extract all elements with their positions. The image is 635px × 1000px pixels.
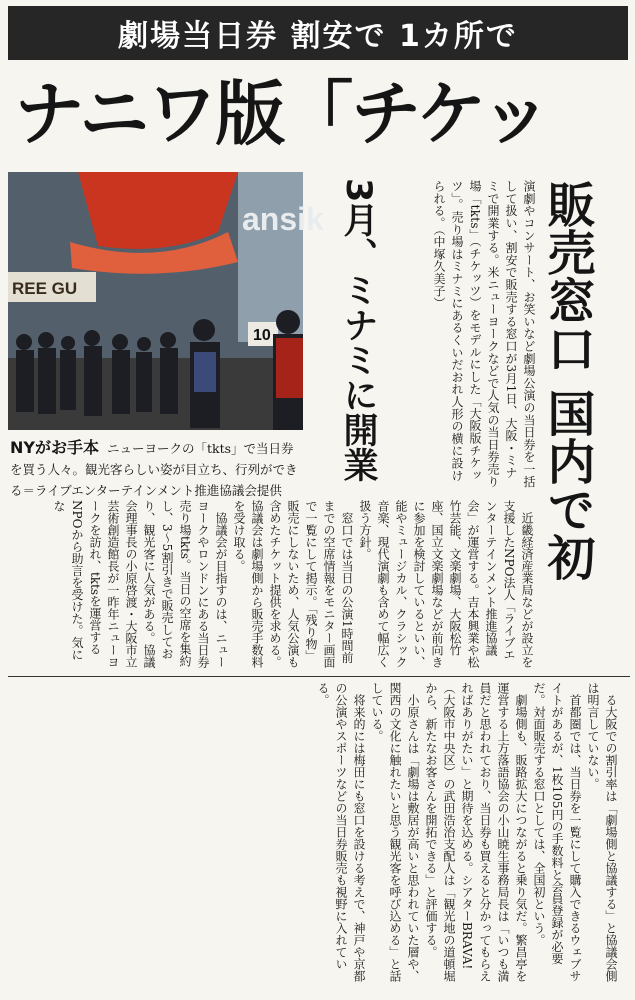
- caption-text: ニューヨークの「tkts」で当日券を買う人々。観光客らしい姿が目立ち、行列ができる＝ライブエンターテインメント推進協議会提供: [10, 441, 298, 498]
- paragraph: 近畿経済産業局などが設立を支援したNPO法人「ライブエンターテインメント推進協議会」が運営する。吉本興業や松竹芸能、文楽劇場、大阪松竹座、国立文楽劇場などが前向きに参加を検討しているといい、能やミュージカル、クラシック音楽、現代演劇も含めて幅広く扱う方針。: [358, 500, 534, 668]
- paragraph: 協議会が目指すのは、ニューヨークやロンドンにある当日券売り場tkts。当日の空席を集約し、3〜5割引きで販売しており、観光客に人気がある。協議会理事長の小原啓渡・大阪市立芸術創造館長が一昨年ニューヨークを訪れ、tktsを運営するNPOから助言を受けた。気にな: [52, 500, 228, 668]
- news-photo: [8, 172, 324, 430]
- paragraph: る大阪での割引率は「劇場側と協議する」と協議会側は明言していない。: [586, 682, 618, 982]
- lede-paragraph: 演劇やコンサート、お笑いなど劇場公演の当日券を一括して扱い、割安で販売する窓口が3月1日、大阪・ミナミで開業する。米ニューヨークなどで人気の当日券売り場「tkts」（チケッツ）をモデルにした「大阪版チケッツ」。売り場はミナミにあるくいだおれ人形の横に設けられる。（中塚久美子）: [432, 180, 536, 488]
- main-headline: ナニワ版「チケッ: [14, 73, 549, 155]
- paragraph: 将来的には梅田にも窓口を設ける考えで、神戸や京都の公演やスポーツなどの当日券販売も視野に入れている。: [316, 682, 366, 982]
- photo-illustration: [8, 172, 324, 430]
- subheadline: 3月、ミナミに開業: [338, 178, 378, 483]
- article-body-bottom: [20, 682, 620, 982]
- booth-number: 10: [253, 327, 271, 344]
- paragraph: 窓口では当日の公演1時間前までの空席情報をモニター画面で一覧にして掲示。「残り物」販売にしないため、人気公演も含めたチケット提供を求める。協議会は劇場側から販売手数料を受け取る。: [232, 500, 354, 668]
- paragraph: 小原さんは「劇場は敷居が高いと思われていた層や、関西の文化に触れたいと思う観光客を呼び込める」と話している。: [370, 682, 420, 982]
- paragraph: 首都圏では、当日券を一覧にして購入できるウェブサイトがあるが、1枚105円の手数料と会員登録が必要だ。対面販売する窓口としては、全国初という。: [532, 682, 582, 982]
- section-divider: [8, 676, 630, 677]
- big-headline: 販売窓口 国内で初: [539, 180, 595, 581]
- caption-tag: NYがお手本: [10, 438, 99, 457]
- article-body-top: [16, 500, 536, 668]
- wall-sign: ansik: [242, 201, 324, 237]
- banner-headline: 劇場当日券 割安で 1カ所で: [8, 6, 628, 60]
- paragraph: 劇場側も、販路拡大につながると乗り気だ。繁昌亭を運営する上方落語協会の小山暁生事務局長は「いつも満員だと思われており、当日券も買えると分かってもらえればありがたい」と期待を込める。シアターBRAVA!（大阪市中央区）の武田浩治支配人は「観光地の道頓堀から、新たなお客さんを開拓できる」と評価する。: [424, 682, 528, 982]
- photo-caption: [10, 435, 303, 505]
- store-sign: REE GU: [12, 279, 78, 298]
